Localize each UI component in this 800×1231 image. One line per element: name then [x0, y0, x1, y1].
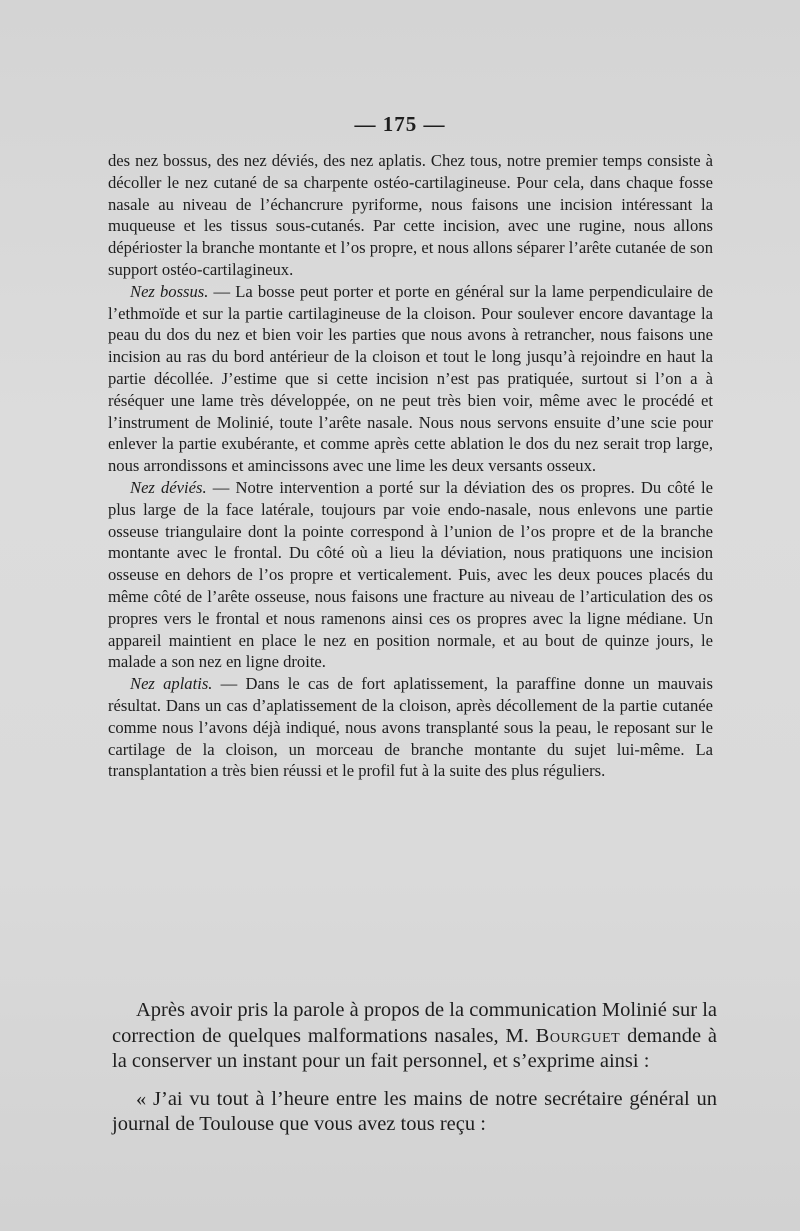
bourguet-quote-paragraph: « J’ai vu tout à l’heure entre les mains de notre secrétaire général un journal de Toulouse que vous avez tous reçu : [112, 1087, 717, 1135]
page-number: — 175 — [354, 112, 446, 136]
bourguet-intro-part1: Après avoir pris la parole à propos de la communication Molinié sur la correction de quelques malformations nasales, M. [112, 999, 717, 1047]
speaker-name: Bourguet [535, 1024, 621, 1047]
nez-bossus-body: — La bosse peut porter et porte en général sur la lame perpendiculaire de l’ethmoïde et sur la partie cartilagineuse de la cloison. Pour soulever encore davantage la peau du dos du nez et bien voir les parties que nous avons à retrancher, nous faisons une incision au ras du bord antérieur de la cloison et tout le long jusqu’à rejoindre en haut la partie décollée. J’estime que si cette incision n’est pas pratiquée, surtout si l’on a à réséquer une lame très développée, on ne peut très bien voir, même avec le procédé et l’instrument de Molinié, toute l’arête nasale. Nous nous servons ensuite d’une scie pour enlever la partie exubérante, et comme après cette ablation le dos du nez serait trop large, nous arrondissons et amincissons avec une lime les deux versants osseux. [108, 281, 714, 476]
nez-aplatis-paragraph [108, 673, 713, 782]
bourguet-intro-part2: demande à la conserver un instant pour un fait personnel, et s’exprime ainsi : [112, 1024, 718, 1072]
nez-devies-heading: Nez déviés. [130, 477, 207, 497]
discussion-section [112, 998, 717, 1138]
nez-bossus-paragraph [108, 281, 713, 477]
nez-devies-paragraph [108, 477, 713, 673]
intro-paragraph: des nez bossus, des nez déviés, des nez aplatis. Chez tous, notre premier temps consiste à décoller le nez cutané de sa charpente ostéo-cartilagineuse. Pour cela, dans chaque fosse nasale au niveau de l’échancrure pyriforme, nous faisons une incision intéressant la muqueuse et les tissus sous-cutanés. Par cette incision, avec une rugine, nous allons dépérioster la branche montante et l’os propre, et nous allons séparer l’arête cutanée de son support ostéo-cartilagineux. [108, 151, 713, 279]
operative-technique-section [108, 150, 713, 782]
nez-devies-body: — Notre intervention a porté sur la déviation des os propres. Du côté le plus large de la face latérale, toujours par voie endo-nasale, nous enlevons une partie osseuse triangulaire dont la pointe correspond à l’union de l’os propre et de la branche montante avec le frontal. Du côté où a lieu la déviation, nous pratiquons une incision osseuse en dehors de l’os propre et verticalement. Puis, avec les deux pouces placés du même côté de l’arête osseuse, nous faisons une fracture au niveau de l’articulation des os propres vers le frontal et nous ramenons ainsi ces os propres avec la ligne médiane. Un appareil maintient en place le nez en position normale, et au bout de quinze jours, le malade a son nez en ligne droite. [108, 477, 713, 672]
nez-aplatis-body: — Dans le cas de fort aplatissement, la paraffine donne un mauvais résultat. Dans un cas d’aplatissement de la cloison, après décollement de la partie cutanée comme nous l’avons déjà indiqué, nous avons transplanté sous la peau, le reposant sur le cartilage de la cloison, un morceau de branche montante du sujet lui-même. La transplantation a très bien réussi et le profil fut à la suite des plus réguliers. [108, 674, 713, 781]
nez-aplatis-heading: Nez aplatis. [130, 674, 213, 694]
nez-bossus-heading: Nez bossus. [130, 281, 209, 301]
bourguet-intro-paragraph [112, 998, 717, 1075]
